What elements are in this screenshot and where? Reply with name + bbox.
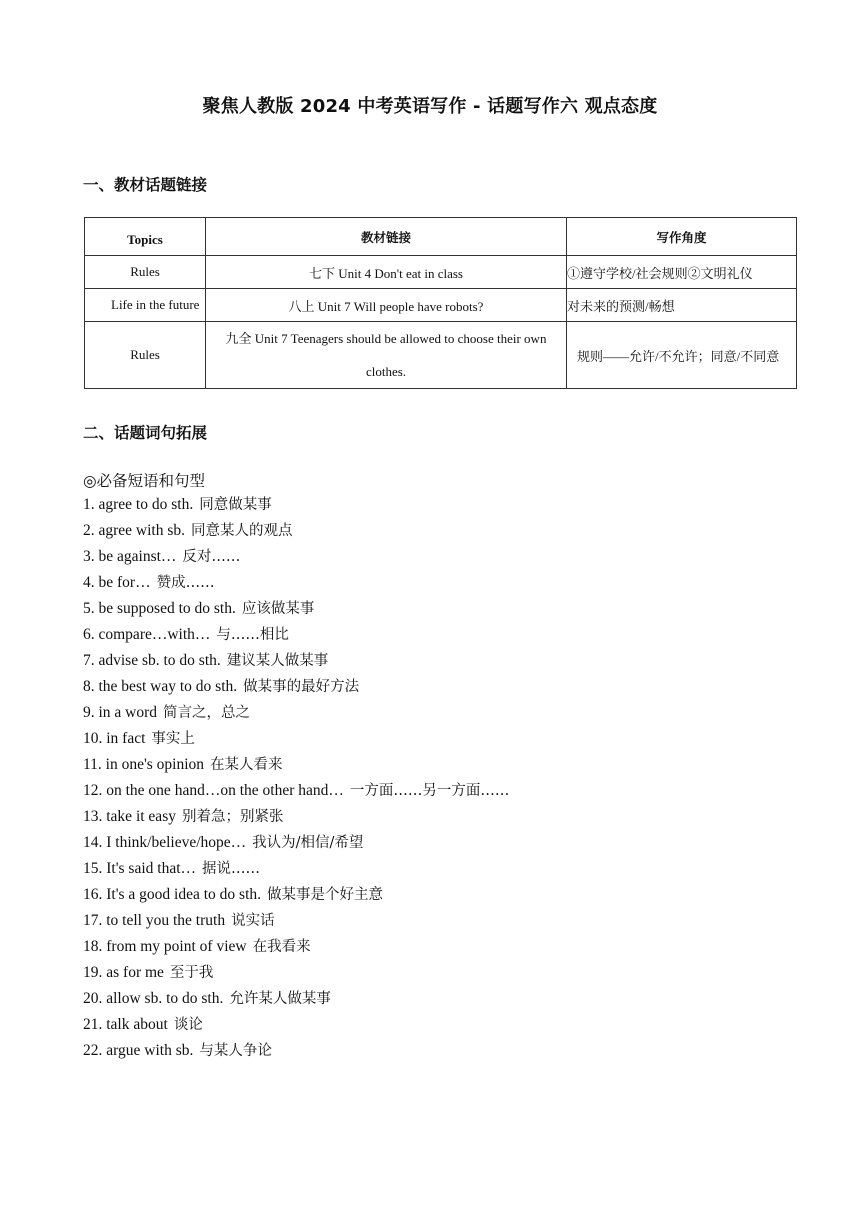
cell-topic: Rules xyxy=(85,256,206,289)
list-item xyxy=(83,572,509,598)
header-writing-angle: 写作角度 xyxy=(567,218,797,256)
phrase-zh: 做某事是个好主意 xyxy=(267,887,384,903)
list-item xyxy=(83,806,509,832)
list-item xyxy=(83,858,509,884)
phrase-zh: 谈论 xyxy=(173,1017,203,1033)
phrase-zh: 在我看来 xyxy=(252,939,311,955)
list-item xyxy=(83,676,509,702)
cell-link: 七下 Unit 4 Don't eat in class xyxy=(206,256,567,289)
phrase-en: 16. It's a good idea to do sth. xyxy=(83,886,262,903)
phrase-en: 7. advise sb. to do sth. xyxy=(83,652,221,669)
table-row xyxy=(85,256,797,289)
phrase-zh: 允许某人做某事 xyxy=(229,991,331,1007)
header-textbook-link: 教材链接 xyxy=(206,218,567,256)
phrase-en: 15. It's said that… xyxy=(83,860,197,877)
list-item xyxy=(83,962,509,988)
cell-angle: 规则——允许/不允许；同意/不同意 xyxy=(567,322,797,389)
phrase-zh: 在某人看来 xyxy=(210,757,283,773)
phrase-en: 19. as for me xyxy=(83,964,164,981)
cell-angle: ①遵守学校/社会规则②文明礼仪 xyxy=(567,256,797,289)
list-item xyxy=(83,1014,509,1040)
phrase-zh: 简言之，总之 xyxy=(163,705,251,721)
phrase-en: 5. be supposed to do sth. xyxy=(83,600,236,617)
phrase-zh: 一方面……另一方面…… xyxy=(349,783,510,799)
cell-angle: 对未来的预测/畅想 xyxy=(567,289,797,322)
section-heading-textbook-links: 一、教材话题链接 xyxy=(83,176,208,194)
list-item xyxy=(83,546,509,572)
phrase-zh: 别着急；别紧张 xyxy=(181,809,284,825)
cell-link: 八上 Unit 7 Will people have robots? xyxy=(206,289,567,322)
list-item xyxy=(83,754,509,780)
phrase-en: 17. to tell you the truth xyxy=(83,912,226,929)
phrase-en: 11. in one's opinion xyxy=(83,756,205,773)
phrase-en: 20. allow sb. to do sth. xyxy=(83,990,224,1007)
list-item xyxy=(83,780,509,806)
phrases-intro: ◎必备短语和句型 xyxy=(83,472,206,490)
phrase-zh: 做某事的最好方法 xyxy=(243,679,360,695)
list-item xyxy=(83,650,509,676)
phrase-zh: 同意做某事 xyxy=(199,497,272,513)
phrase-en: 4. be for… xyxy=(83,574,151,591)
list-item xyxy=(83,936,509,962)
phrase-en: 18. from my point of view xyxy=(83,938,247,955)
phrase-en: 10. in fact xyxy=(83,730,146,747)
phrase-zh: 赞成…… xyxy=(156,575,215,591)
header-topics: Topics xyxy=(85,218,206,256)
list-item xyxy=(83,1040,509,1066)
section-heading-phrase-expansion: 二、话题词句拓展 xyxy=(83,424,208,442)
phrase-list xyxy=(83,494,509,1066)
phrase-en: 8. the best way to do sth. xyxy=(83,678,238,695)
phrase-en: 21. talk about xyxy=(83,1016,168,1033)
list-item xyxy=(83,910,509,936)
phrase-en: 14. I think/believe/hope… xyxy=(83,834,247,851)
phrase-en: 22. argue with sb. xyxy=(83,1042,194,1059)
list-item xyxy=(83,494,509,520)
phrase-en: 1. agree to do sth. xyxy=(83,496,194,513)
phrase-zh: 至于我 xyxy=(169,965,214,981)
cell-topic: Rules xyxy=(85,322,206,389)
phrase-zh: 应该做某事 xyxy=(241,601,315,617)
table-row xyxy=(85,289,797,322)
topics-table xyxy=(84,217,797,389)
list-item xyxy=(83,624,509,650)
phrase-en: 13. take it easy xyxy=(83,808,176,825)
cell-link: 九全 Unit 7 Teenagers should be allowed to choose their own clothes. xyxy=(206,322,567,389)
document-title: 聚焦人教版 2024 中考英语写作 - 话题写作六 观点态度 xyxy=(202,96,658,117)
list-item xyxy=(83,988,509,1014)
list-item xyxy=(83,520,509,546)
phrase-zh: 反对…… xyxy=(182,549,241,565)
phrase-zh: 与……相比 xyxy=(216,627,289,643)
phrase-en: 9. in a word xyxy=(83,704,158,721)
phrase-en: 2. agree with sb. xyxy=(83,522,186,539)
table-header-row xyxy=(85,218,797,256)
phrase-en: 3. be against… xyxy=(83,548,177,565)
phrase-en: 6. compare…with… xyxy=(83,626,211,643)
phrase-zh: 同意某人的观点 xyxy=(191,523,293,539)
list-item xyxy=(83,832,509,858)
phrase-zh: 据说…… xyxy=(202,861,261,877)
list-item xyxy=(83,728,509,754)
phrase-zh: 说实话 xyxy=(231,913,275,929)
list-item xyxy=(83,884,509,910)
cell-topic: Life in the future xyxy=(85,289,206,322)
list-item xyxy=(83,702,509,728)
phrase-zh: 我认为/相信/希望 xyxy=(252,835,364,851)
phrase-zh: 建议某人做某事 xyxy=(226,653,329,669)
table-row xyxy=(85,322,797,389)
phrase-zh: 与某人争论 xyxy=(199,1043,272,1059)
phrase-zh: 事实上 xyxy=(151,731,195,747)
phrase-en: 12. on the one hand…on the other hand… xyxy=(83,782,344,799)
list-item xyxy=(83,598,509,624)
